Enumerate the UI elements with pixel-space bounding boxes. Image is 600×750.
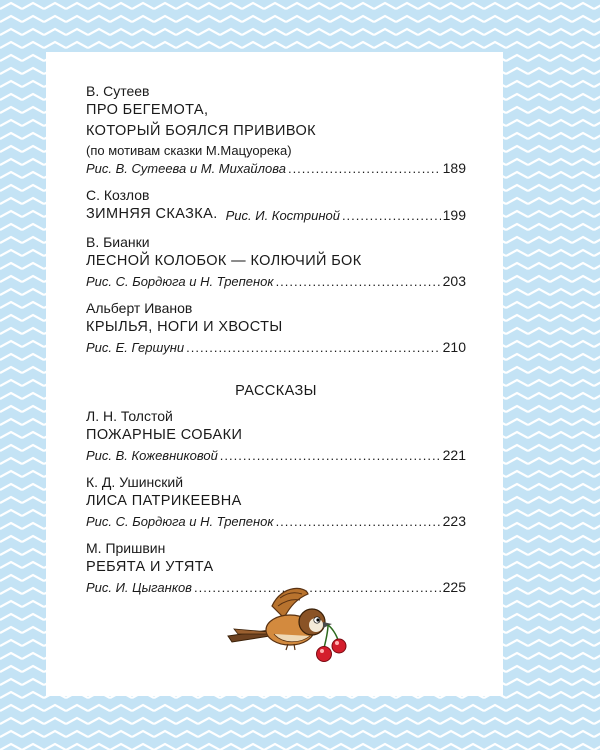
entry-author: К. Д. Ушинский: [86, 474, 184, 490]
entry-author: В. Сутеев: [86, 83, 150, 99]
dot-leader: [186, 338, 440, 357]
section-heading: РАССКАЗЫ: [235, 383, 317, 399]
entry-title: ЛИСА ПАТРИКЕЕВНА: [86, 493, 242, 509]
entry-title-line: КОТОРЫЙ БОЯЛСЯ ПРИВИВОК: [86, 123, 316, 139]
entry-author: В. Бианки: [86, 234, 150, 250]
entry-page-number: 189: [442, 160, 466, 176]
toc-entry: [86, 473, 466, 531]
table-of-contents: [86, 82, 466, 605]
entry-illustrator: Рис. В. Кожевниковой: [86, 448, 218, 463]
entry-page-number: 223: [442, 513, 466, 529]
toc-entry: [86, 407, 466, 465]
dot-leader: [342, 206, 441, 225]
entry-title: ЛЕСНОЙ КОЛОБОК — КОЛЮЧИЙ БОК: [86, 253, 362, 269]
entry-illustrator: Рис. И. Цыганков: [86, 580, 192, 595]
dot-leader: [288, 159, 441, 178]
entry-illustrator: Рис. И. Костриной: [225, 208, 340, 223]
entry-page-number: 221: [442, 447, 466, 463]
entry-illustration-row: [86, 204, 466, 225]
entry-page-number: 199: [442, 207, 466, 223]
entry-title: РЕБЯТА И УТЯТА: [86, 559, 214, 575]
entry-author: Альберт Иванов: [86, 300, 193, 316]
entry-page-number: 203: [442, 273, 466, 289]
toc-entry: [86, 186, 466, 225]
entry-illustration-row: [86, 512, 466, 531]
dot-leader: [276, 272, 441, 291]
entry-note: (по мотивам сказки М.Мацуорека): [86, 143, 292, 158]
entry-illustration-row: [86, 272, 466, 291]
entry-author: С. Козлов: [86, 187, 150, 203]
entry-title: КРЫЛЬЯ, НОГИ И ХВОСТЫ: [86, 319, 283, 335]
entry-illustrator: Рис. С. Бордюга и Н. Трепенок: [86, 274, 274, 289]
entry-title: ПОЖАРНЫЕ СОБАКИ: [86, 427, 243, 443]
entry-author: Л. Н. Толстой: [86, 408, 173, 424]
entry-title-line: ПРО БЕГЕМОТА,: [86, 102, 209, 118]
sparrow-with-cherries-icon: [224, 584, 354, 679]
entry-illustration-row: [86, 159, 466, 178]
table-of-contents-page: [46, 52, 503, 696]
entry-illustrator: Рис. В. Сутеева и М. Михайлова: [86, 161, 286, 176]
entry-page-number: 225: [442, 579, 466, 595]
toc-entry: [86, 233, 466, 291]
entry-page-number: 210: [442, 339, 466, 355]
toc-entry: [86, 299, 466, 357]
entry-illustrator: Рис. Е. Гершуни: [86, 340, 185, 355]
entry-title: ЗИМНЯЯ СКАЗКА.: [86, 206, 218, 222]
dot-leader: [276, 512, 441, 531]
entry-author: М. Пришвин: [86, 540, 166, 556]
entry-illustration-row: [86, 446, 466, 465]
entry-illustration-row: [86, 338, 466, 357]
dot-leader: [220, 446, 441, 465]
entry-illustrator: Рис. С. Бордюга и Н. Трепенок: [86, 514, 274, 529]
toc-entry: [86, 82, 466, 178]
